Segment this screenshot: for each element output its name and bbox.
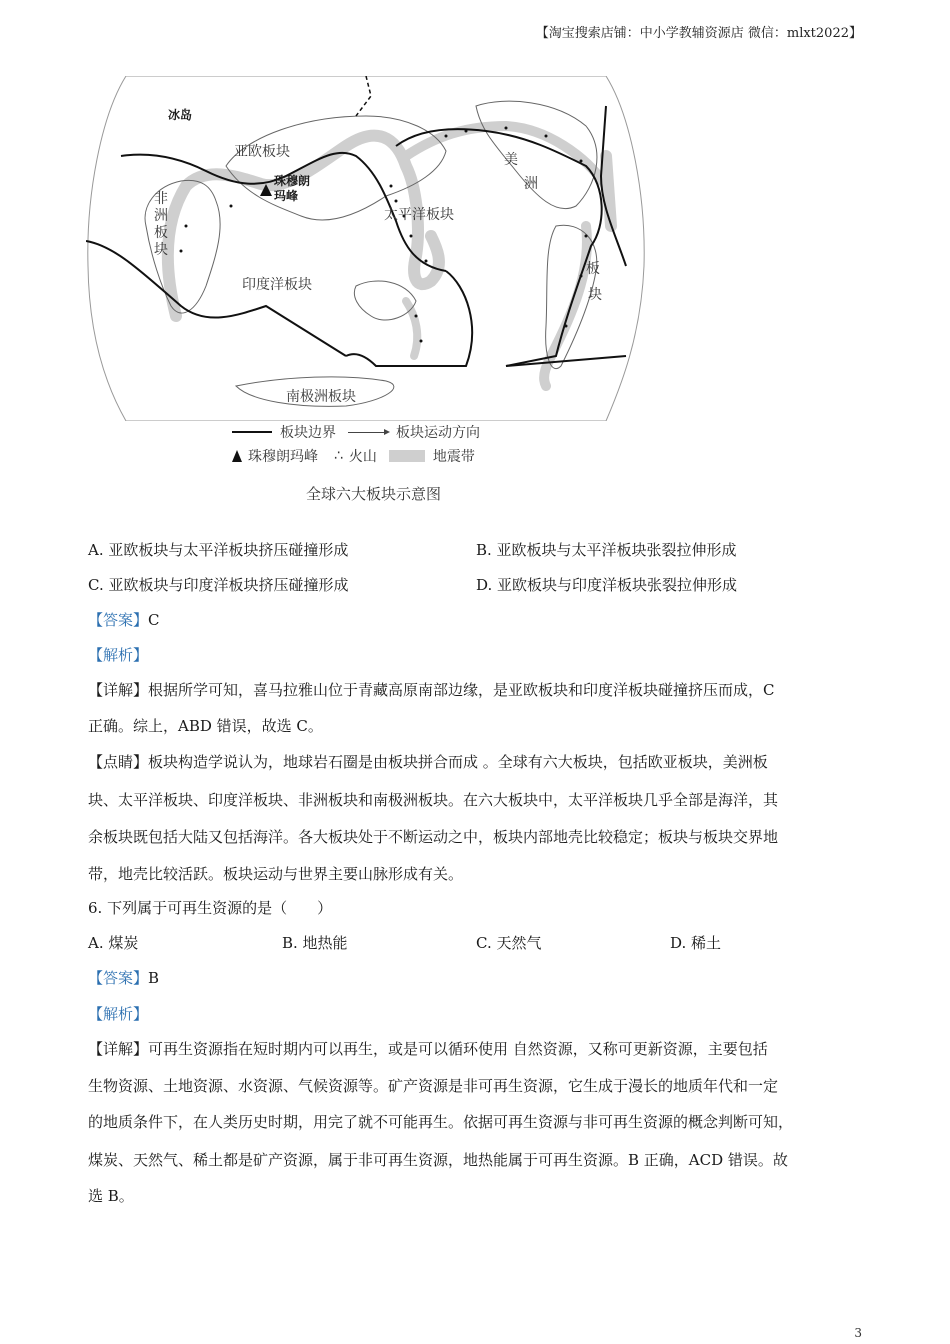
legend-boundary: 板块边界 bbox=[280, 425, 336, 441]
q5-option-d: D. 亚欧板块与印度洋板块张裂拉伸形成 bbox=[476, 576, 738, 594]
plate-map-svg bbox=[86, 76, 646, 421]
q6-option-c: C. 天然气 bbox=[476, 934, 542, 952]
label-africa-1: 非 bbox=[154, 191, 168, 207]
volcano-dots-icon: ∴ bbox=[334, 448, 343, 464]
q6-answer bbox=[88, 968, 159, 988]
legend-direction: 板块运动方向 bbox=[396, 425, 480, 441]
legend-quake: 地震带 bbox=[432, 449, 475, 465]
label-america-2: 洲 bbox=[524, 176, 538, 192]
q6-detail-line-1 bbox=[88, 1039, 768, 1059]
label-antarctic: 南极洲板块 bbox=[286, 389, 356, 405]
q6-detail-line-4: 煤炭、天然气、稀土都是矿产资源，属于非可再生资源，地热能属于可再生资源。B 正确，ACD 错误。故 bbox=[88, 1151, 788, 1169]
label-eurasia: 亚欧板块 bbox=[234, 144, 290, 160]
q6-stem: 6. 下列属于可再生资源的是（ ） bbox=[88, 899, 333, 917]
q5-note-line-3: 余板块既包括大陆又包括海洋。各大板块处于不断运动之中，板块内部地壳比较稳定；板块与板块交界地 bbox=[88, 828, 779, 846]
label-america-3: 板 bbox=[586, 261, 600, 277]
label-iceland: 冰岛 bbox=[168, 108, 193, 122]
map-legend bbox=[232, 420, 480, 468]
q5-note-line-4: 带，地壳比较活跃。板块运动与世界主要山脉形成有关。 bbox=[88, 865, 464, 883]
q5-option-c: C. 亚欧板块与印度洋板块挤压碰撞形成 bbox=[88, 576, 349, 594]
q6-answer-value: B bbox=[148, 969, 160, 987]
q6-detail-line-5: 选 B。 bbox=[88, 1187, 134, 1205]
q5-note-line-1 bbox=[88, 752, 768, 772]
q5-answer bbox=[88, 610, 160, 630]
legend-everest: 珠穆朗玛峰 bbox=[248, 449, 318, 465]
q6-option-b: B. 地热能 bbox=[282, 934, 348, 952]
legend-row-2 bbox=[232, 444, 480, 468]
label-africa bbox=[154, 191, 168, 259]
label-everest: 珠穆朗玛峰 bbox=[274, 174, 311, 203]
q5-analysis-tag: 【解析】 bbox=[88, 646, 149, 664]
q5-option-a: A. 亚欧板块与太平洋板块挤压碰撞形成 bbox=[88, 541, 349, 559]
q5-option-b: B. 亚欧板块与太平洋板块张裂拉伸形成 bbox=[476, 541, 737, 559]
label-america-4: 块 bbox=[588, 287, 602, 303]
q5-note-text-1: 板块构造学说认为，地球岩石圈是由板块拼合而成 。全球有六大板块，包括欧亚板块，美洲板 bbox=[148, 753, 768, 771]
q6-option-d: D. 稀土 bbox=[670, 934, 722, 952]
label-america-lower bbox=[586, 256, 602, 308]
legend-row-1 bbox=[232, 420, 480, 444]
page-header: 【淘宝搜索店铺：中小学教辅资源店 微信：mlxt2022】 bbox=[535, 26, 862, 41]
label-pacific: 太平洋板块 bbox=[384, 207, 454, 223]
label-indian: 印度洋板块 bbox=[242, 277, 312, 293]
q5-detail-line-1 bbox=[88, 680, 775, 700]
q6-detail-line-2: 生物资源、土地资源、水资源、气候资源等。矿产资源是非可再生资源，它生成于漫长的地质年代和一定 bbox=[88, 1077, 779, 1095]
q5-note-tag: 【点睛】 bbox=[88, 753, 149, 771]
arrow-right-icon bbox=[348, 432, 388, 433]
legend-volcano: 火山 bbox=[348, 449, 377, 465]
q5-detail-text-1: 根据所学可知，喜马拉雅山位于青藏高原南部边缘，是亚欧板块和印度洋板块碰撞挤压而成，C bbox=[148, 681, 775, 699]
q5-detail-tag: 【详解】 bbox=[88, 681, 149, 699]
label-america-upper bbox=[504, 148, 538, 196]
label-africa-4: 块 bbox=[154, 242, 168, 258]
label-america-1: 美 bbox=[504, 152, 518, 168]
q6-detail-line-3: 的地质条件下，在人类历史时期，用完了就不可能再生。依据可再生资源与非可再生资源的概念判断可知， bbox=[88, 1113, 794, 1131]
q6-answer-tag: 【答案】 bbox=[88, 969, 149, 987]
triangle-icon bbox=[232, 450, 242, 462]
boundary-line-icon bbox=[232, 431, 272, 433]
q5-answer-value: C bbox=[148, 611, 160, 629]
plate-map bbox=[86, 76, 646, 421]
q5-detail-line-2: 正确。综上，ABD 错误，故选 C。 bbox=[88, 717, 323, 735]
quake-swatch-icon bbox=[389, 450, 425, 462]
q5-note-line-2: 块、太平洋板块、印度洋板块、非洲板块和南极洲板块。在六大板块中，太平洋板块几乎全部是海洋，其 bbox=[88, 791, 779, 809]
q5-answer-tag: 【答案】 bbox=[88, 611, 149, 629]
q6-detail-text-1: 可再生资源指在短时期内可以再生，或是可以循环使用 自然资源，又称可更新资源，主要包括 bbox=[148, 1040, 768, 1058]
q6-detail-tag: 【详解】 bbox=[88, 1040, 149, 1058]
label-africa-3: 板 bbox=[154, 225, 168, 241]
q6-analysis-tag: 【解析】 bbox=[88, 1005, 149, 1023]
label-africa-2: 洲 bbox=[154, 208, 168, 224]
q6-option-a: A. 煤炭 bbox=[88, 934, 139, 952]
page-number: 3 bbox=[854, 1326, 862, 1340]
figure-caption: 全球六大板块示意图 bbox=[306, 485, 442, 503]
